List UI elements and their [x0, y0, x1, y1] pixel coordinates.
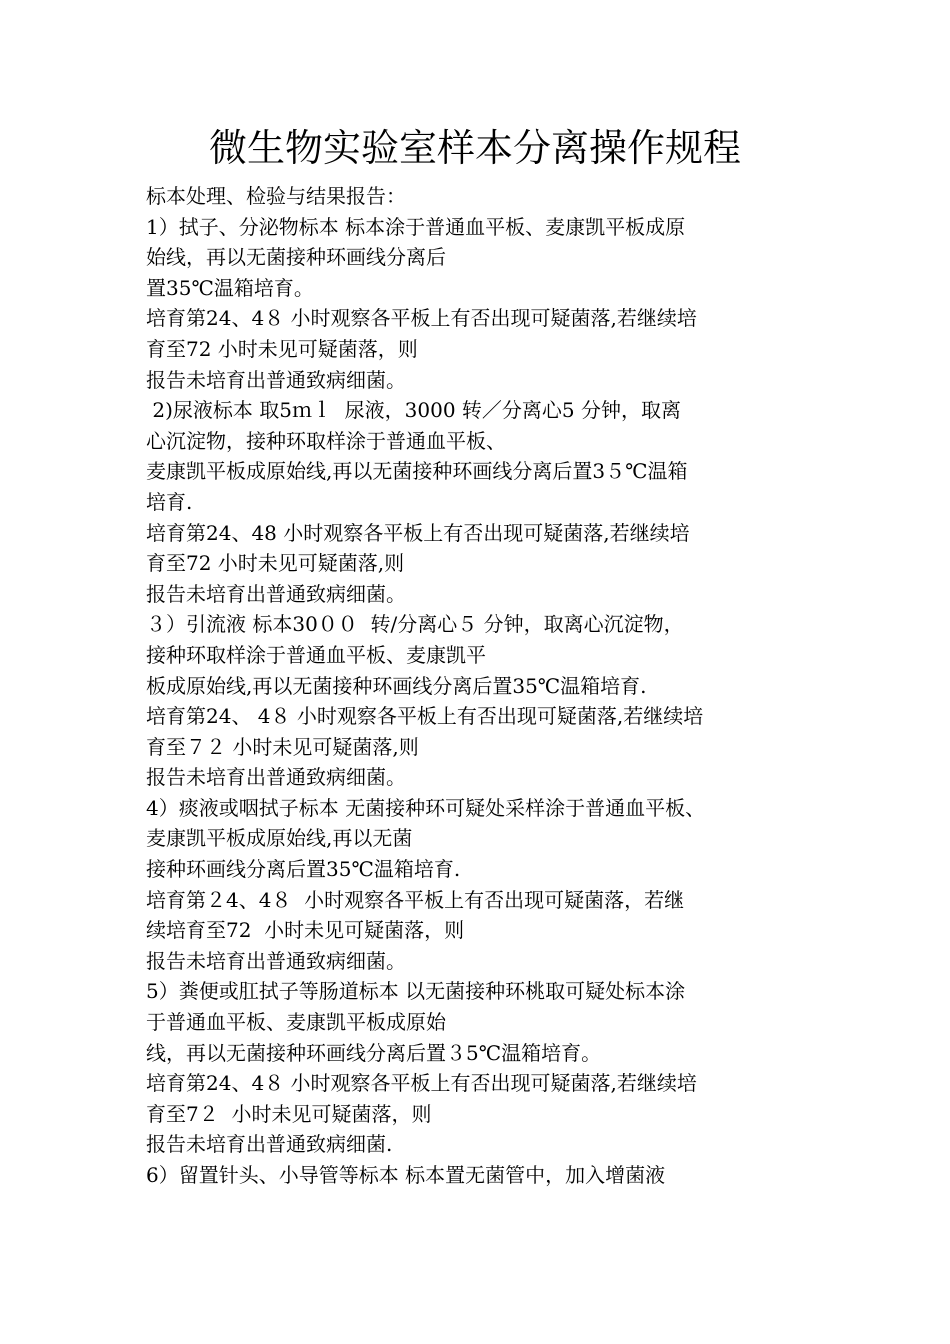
text-line: 4）痰液或咽拭子标本 无菌接种环可疑处采样涂于普通血平板、 — [146, 795, 706, 820]
text-line: 6）留置针头、小导管等标本 标本置无菌管中，加入增菌液 — [146, 1163, 666, 1187]
text-line: 麦康凯平板成原始线,再以无菌 — [146, 826, 413, 851]
text-line: 报告未培育出普通致病细菌。 — [146, 765, 406, 790]
text-line: 报告未培育出普通致病细菌. — [146, 1132, 393, 1157]
text-line: 报告未培育出普通致病细菌。 — [146, 948, 406, 973]
text-line: 标本处理、检验与结果报告： — [146, 184, 406, 208]
text-line: ３）引流液 标本30００ 转/分离心５ 分钟，取离心沉淀物， — [146, 612, 684, 637]
text-line: 育至72 小时未见可疑菌落，则 — [146, 336, 418, 361]
text-line: 培育第24、 4８ 小时观察各平板上有否出现可疑菌落,若继续培 — [146, 704, 704, 729]
text-line: 于普通血平板、麦康凯平板成原始 — [146, 1010, 446, 1035]
document-body — [146, 181, 816, 1191]
text-line: 2)尿液标本 取5ｍｌ 尿液，3000 转／分离心5 分钟，取离 — [146, 398, 682, 423]
text-line: 接种环取样涂于普通血平板、麦康凯平 — [146, 642, 486, 667]
text-line: 培育第24、4８ 小时观察各平板上有否出现可疑菌落,若继续培 — [146, 1071, 697, 1096]
text-line: 1）拭子、分泌物标本 标本涂于普通血平板、麦康凯平板成原 — [146, 214, 686, 239]
text-line: 培育第24、48 小时观察各平板上有否出现可疑菌落,若继续培 — [146, 520, 690, 545]
text-line: 育至72 小时未见可疑菌落,则 — [146, 551, 405, 576]
text-line: 报告未培育出普通致病细菌。 — [146, 581, 406, 606]
text-line: 接种环画线分离后置35℃温箱培育. — [146, 857, 461, 882]
text-line: 培育第２4、4８ 小时观察各平板上有否出现可疑菌落，若继 — [146, 887, 685, 912]
text-line: 报告未培育出普通致病细菌。 — [146, 367, 406, 392]
text-line: 置35℃温箱培育。 — [146, 275, 314, 300]
text-line: 续培育至72 小时未见可疑菌落，则 — [146, 918, 465, 943]
text-line: 培育第24、4８ 小时观察各平板上有否出现可疑菌落,若继续培 — [146, 306, 697, 331]
text-line: 育至7２ 小时未见可疑菌落，则 — [146, 1101, 432, 1126]
text-line: 线，再以无菌接种环画线分离后置３5℃温箱培育。 — [146, 1040, 602, 1065]
document-title: 微生物实验室样本分离操作规程 — [208, 126, 741, 170]
text-line: 始线，再以无菌接种环画线分离后 — [146, 245, 446, 270]
text-line: 5）粪便或肛拭子等肠道标本 以无菌接种环桃取可疑处标本涂 — [146, 979, 686, 1004]
text-line: 麦康凯平板成原始线,再以无菌接种环画线分离后置3５℃温箱 — [146, 459, 688, 484]
text-line: 心沉淀物，接种环取样涂于普通血平板、 — [146, 428, 506, 453]
text-line: 板成原始线,再以无菌接种环画线分离后置35℃温箱培育. — [146, 673, 647, 698]
text-line: 育至７２ 小时未见可疑菌落,则 — [146, 734, 419, 759]
text-line: 培育. — [146, 489, 193, 514]
